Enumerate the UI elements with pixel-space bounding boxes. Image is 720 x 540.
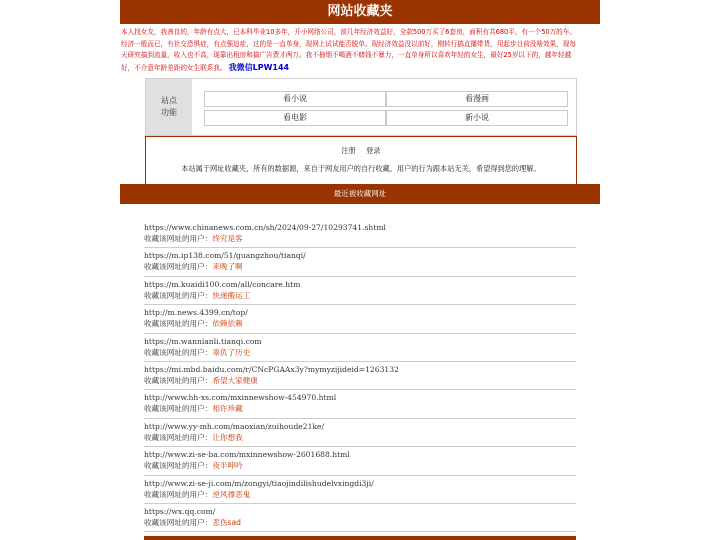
bookmark-user[interactable]: 让你想我: [212, 432, 243, 442]
bookmark-list: [144, 220, 576, 532]
bookmark-user[interactable]: 依赖依赖: [212, 319, 243, 329]
read-comic-link[interactable]: 看漫画: [386, 91, 568, 107]
list-item: [144, 220, 576, 248]
list-item: [144, 305, 576, 333]
user-prefix: 收藏该网址的用户：: [144, 404, 213, 414]
list-item: [144, 277, 576, 305]
bookmark-url[interactable]: http://www.zi-se-ji.com/m/zongyi/tiaojindilishudelvxingdi3ji/: [144, 478, 374, 488]
bookmark-user[interactable]: 相许珍藏: [212, 404, 243, 414]
auth-links: [146, 146, 576, 156]
register-link[interactable]: 注册: [341, 146, 356, 155]
user-prefix: 收藏该网址的用户：: [144, 319, 213, 329]
user-prefix: 收藏该网址的用户：: [144, 461, 213, 471]
bookmark-url[interactable]: https://mi.mbd.baidu.com/r/CNcPGAAx3y?mymyzijideid=1263132: [144, 364, 399, 374]
read-novel-link[interactable]: 看小说: [204, 91, 386, 107]
bookmark-url[interactable]: https://m.wannianli.tianqi.com: [144, 336, 262, 346]
notice-box: [145, 136, 577, 185]
bookmark-url[interactable]: http://m.news.4399.cn/top/: [144, 308, 248, 318]
bookmark-url[interactable]: https://m.ip138.com/51/guangzhou/tianqi/: [144, 251, 306, 261]
bookmark-url[interactable]: http://www.yy-mh.com/maoxian/zuihoude21ke/: [144, 421, 325, 431]
user-prefix: 收藏该网址的用户：: [144, 347, 213, 357]
bookmark-user[interactable]: 来晚了啊: [212, 262, 243, 272]
bookmark-user[interactable]: 快递搬运工: [212, 290, 251, 300]
personal-ad: [121, 27, 579, 74]
user-prefix: 收藏该网址的用户：: [144, 234, 213, 243]
recent-bookmarks-header: 最近被收藏网址: [120, 184, 600, 204]
list-item: [144, 447, 576, 475]
functions-label-line2: 功能: [161, 108, 177, 117]
bookmark-user[interactable]: 辜负了历史: [212, 347, 251, 357]
user-prefix: 收藏该网址的用户：: [144, 489, 213, 499]
bookmark-user[interactable]: 终究是客: [212, 234, 243, 243]
functions-label-line1: 站点: [161, 96, 177, 105]
bookmark-user[interactable]: 悲伤sad: [212, 517, 241, 527]
bookmark-url[interactable]: https://wx.qq.com/: [144, 506, 216, 516]
site-title: 网站收藏夹: [120, 0, 600, 24]
bookmark-user[interactable]: 逆风撑恶鬼: [212, 489, 251, 499]
footer-bar: [144, 536, 576, 540]
bookmark-user[interactable]: 希望大家健康: [212, 375, 258, 385]
user-prefix: 收藏该网址的用户：: [144, 290, 213, 300]
bookmark-url[interactable]: http://www.hh-xs.com/mxinnewshow-454970.html: [144, 393, 337, 403]
disclaimer-text: 本站属于网址收藏夹，所有的数据源，来自于网友用户的自行收藏，用户的行为跟本站无关，希望得到您的理解。: [181, 164, 541, 173]
functions-label: [146, 79, 192, 135]
list-item: [144, 476, 576, 504]
ad-text: 本人找女友，我善良的，年龄有点大，已本科毕业10多年，开小网络公司，前几年经济效益好，全款500万买了6套房，面积有共680平，有一个50万的车。经济一般而已，有社交恐惧症，有点强迫症，过的是一直单身，现网上试试能否脱单。现经济效益没以前好，刚转行搞直播带货，用起步目前没啥效果，现每天研究搞到流量，收入也不高，现靠出租房和搞广告费才两万。我不抽烟不喝酒不赌钱不暴力，一直单身所以喜欢年轻的女生，最好25岁以下的，越年轻越好，不介意年龄差距的女生联系我。: [121, 28, 576, 72]
new-novel-link[interactable]: 新小说: [386, 110, 568, 126]
bookmark-url[interactable]: https://m.kuaidi100.com/all/concare.htm: [144, 279, 301, 289]
wechat-id: 我微信LPW144: [228, 62, 290, 72]
list-item: [144, 362, 576, 390]
bookmark-url[interactable]: https://www.chinanews.com.cn/sh/2024/09-27/10293741.shtml: [144, 223, 386, 232]
list-item: [144, 390, 576, 418]
list-item: [144, 248, 576, 276]
login-link[interactable]: 登录: [366, 146, 381, 155]
site-functions-panel: [145, 78, 577, 136]
user-prefix: 收藏该网址的用户：: [144, 517, 213, 527]
user-prefix: 收藏该网址的用户：: [144, 375, 213, 385]
user-prefix: 收藏该网址的用户：: [144, 432, 213, 442]
list-item: [144, 504, 576, 532]
user-prefix: 收藏该网址的用户：: [144, 262, 213, 272]
list-item: [144, 334, 576, 362]
bookmark-user[interactable]: 夜半呻吟: [212, 461, 243, 471]
watch-movie-link[interactable]: 看电影: [204, 110, 386, 126]
list-item: [144, 419, 576, 447]
bookmark-url[interactable]: http://www.zi-se-ba.com/mxinnewshow-2601688.html: [144, 450, 350, 460]
